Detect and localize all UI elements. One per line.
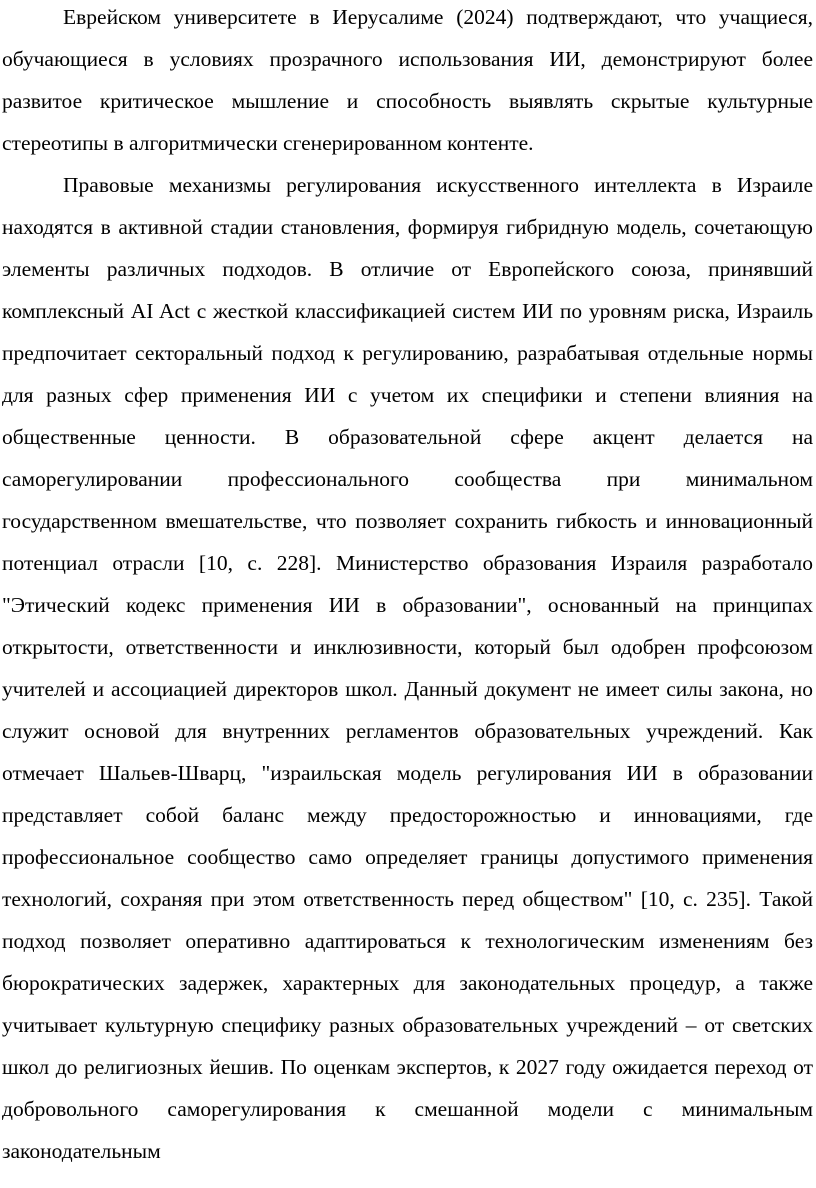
paragraph-israel-ai-regulation: Правовые механизмы регулирования искусственного интеллекта в Израиле находятся в активной стадии становления, формируя гибридную модель, сочетающую элементы различных подходов. В отличие от Европейского союза, принявший комплексный AI Act с жесткой классификацией систем ИИ по уровням риска, Израиль предпочитает секторальный подход к регулированию, разрабатывая отдельные нормы для разных сфер применения ИИ с учетом их специфики и степени влияния на общественные ценности. В образовательной сфере акцент делается на саморегулировании профессионального сообщества при минимальном государственном вмешательстве, что позволяет сохранить гибкость и инновационный потенциал отрасли [10, с. 228]. Министерство образования Израиля разработало "Этический кодекс применения ИИ в образовании", основанный на принципах открытости, ответственности и инклюзивности, который был одобрен профсоюзом учителей и ассоциацией директоров школ. Данный документ не имеет силы закона, но служит основой для внутренних регламентов образовательных учреждений. Как отмечает Шальев-Шварц, "израильская модель регулирования ИИ в образовании представляет собой баланс между предосторожностью и инновациями, где профессиональное сообщество само определяет границы допустимого применения технологий, сохраняя при этом ответственность перед обществом" [10, с. 235]. Такой подход позволяет оперативно адаптироваться к технологическим изменениям без бюрократических задержек, характерных для законодательных процедур, а также учитывает культурную специфику разных образовательных учреждений – от светских школ до религиозных йешив. По оценкам экспертов, к 2027 году ожидается переход от добровольного саморегулирования к смешанной модели с минимальным законодательным	[2, 173, 813, 1163]
paragraph-continued-study-findings: Еврейском университете в Иерусалиме (2024) подтверждают, что учащиеся, обучающиеся в условиях прозрачного использования ИИ, демонстрируют более развитое критическое мышление и способность выявлять скрытые культурные стереотипы в алгоритмически сгенерированном контенте.	[2, 5, 813, 155]
